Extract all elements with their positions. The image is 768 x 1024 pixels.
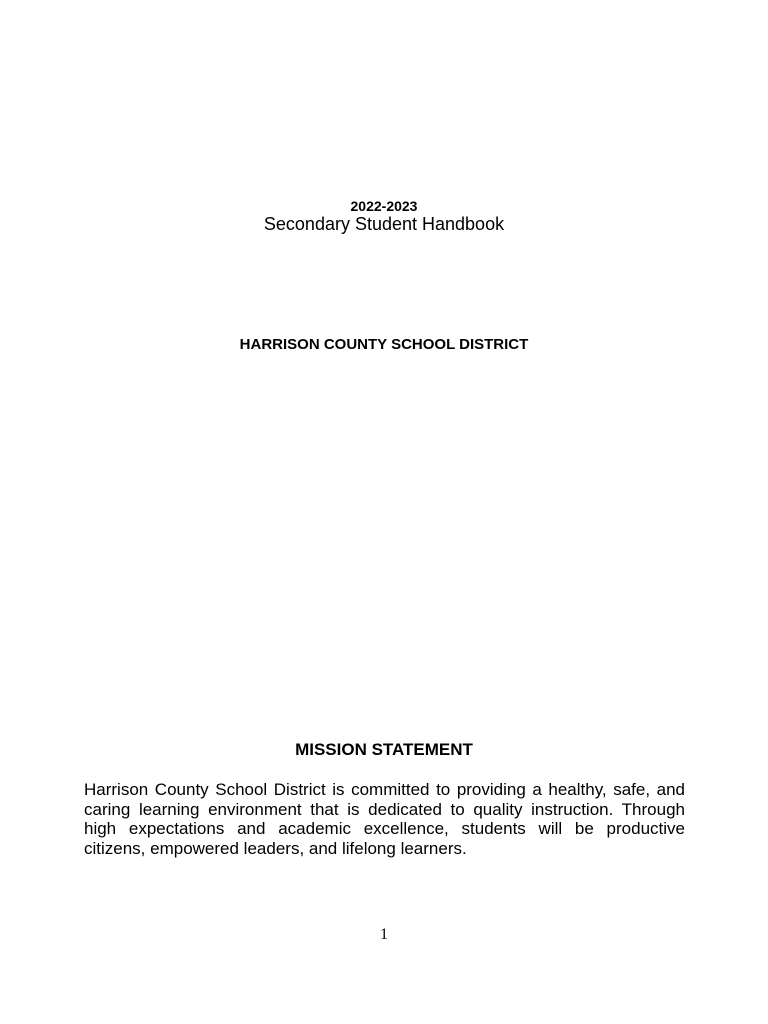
handbook-title: Secondary Student Handbook <box>263 214 505 234</box>
mission-statement-text: Harrison County School District is committed to providing a healthy, safe, and caring learning environment that is dedicated to quality instruction. Through high expectations and academic excellence, students will be productive citizens, empowered leaders, and lifelong learners. <box>84 780 685 858</box>
district-name: HARRISON COUNTY SCHOOL DISTRICT <box>239 336 529 353</box>
mission-statement-heading: MISSION STATEMENT <box>295 740 473 759</box>
handbook-year: 2022-2023 <box>350 198 418 214</box>
page-number: 1 <box>380 926 388 943</box>
